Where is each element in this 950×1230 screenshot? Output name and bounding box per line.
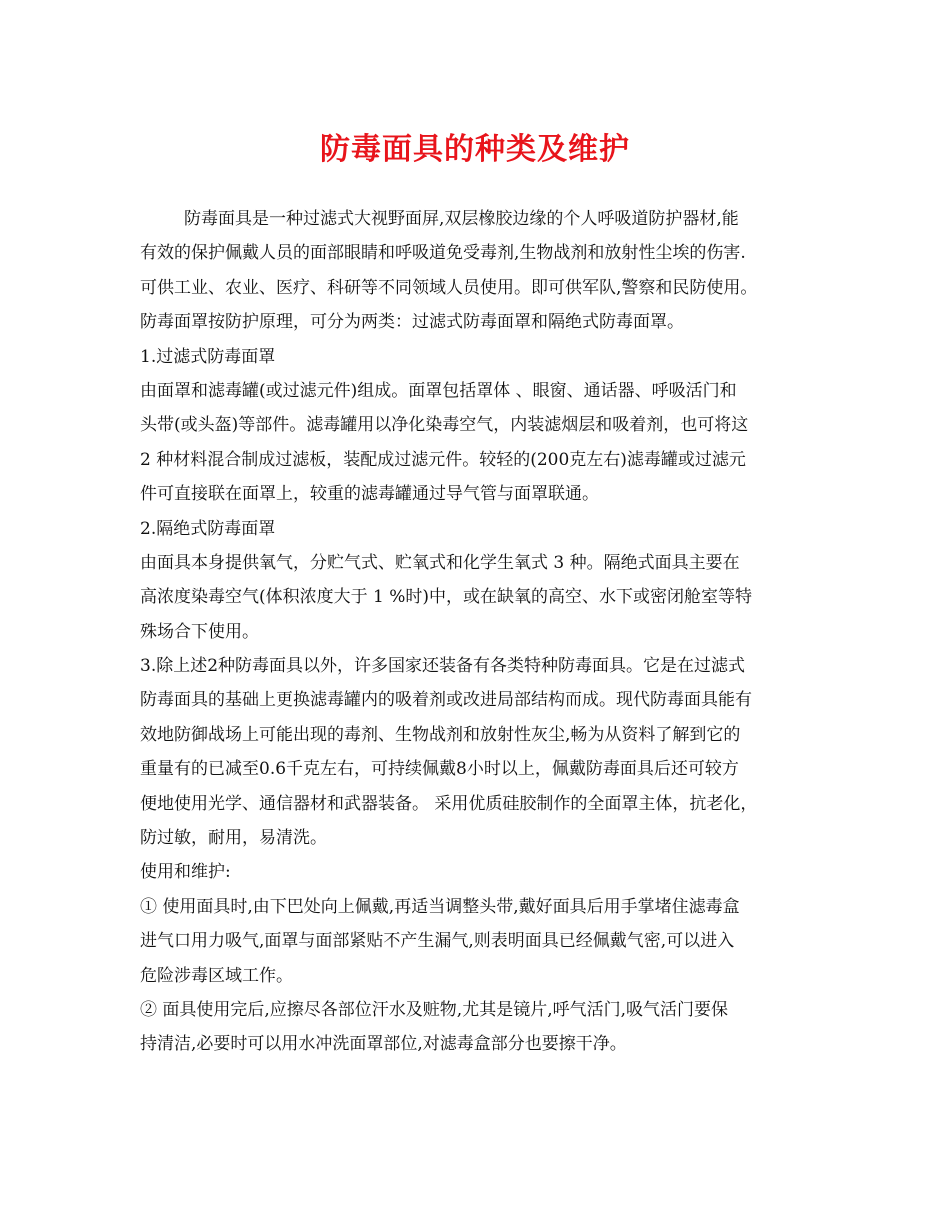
paragraph-line: 防毒面罩按防护原理，可分为两类：过滤式防毒面罩和隔绝式防毒面罩。 <box>140 312 684 333</box>
paragraph-line: 有效的保护佩戴人员的面部眼睛和呼吸道免受毒剂,生物战剂和放射性尘埃的伤害. <box>140 243 746 264</box>
paragraph-line: 件可直接联在面罩上，较重的滤毒罐通过导气管与面罩联通。 <box>140 484 599 505</box>
paragraph-line: 2 种材料混合制成过滤板，装配成过滤元件。较轻的(200克左右)滤毒罐或过滤元 <box>140 449 746 470</box>
paragraph-line: 便地使用光学、通信器材和武器装备。 采用优质硅胶制作的全面罩主体，抗老化， <box>140 793 758 814</box>
paragraph-line: 进气口用力吸气,面罩与面部紧贴不产生漏气,则表明面具已经佩戴气密,可以进入 <box>140 931 735 952</box>
paragraph-line: 防毒面具是一种过滤式大视野面屏,双层橡胶边缘的个人呼吸道防护器材,能 <box>184 209 739 229</box>
paragraph-line: 持清洁,必要时可以用水冲洗面罩部位,对滤毒盒部分也要擦干净。 <box>140 1034 627 1055</box>
paragraph-line: 由面罩和滤毒罐(或过滤元件)组成。面罩包括罩体 、眼窗、通话器、呼吸活门和 <box>140 380 737 401</box>
paragraph-line: ② 面具使用完后,应擦尽各部位汗水及赃物,尤其是镜片,呼气活门,吸气活门要保 <box>140 999 729 1020</box>
paragraph-line: 可供工业、农业、医疗、科研等不同领域人员使用。即可供军队,警察和民防使用。 <box>140 277 758 298</box>
document-title: 防毒面具的种类及维护 <box>320 132 630 167</box>
paragraph-line: 高浓度染毒空气(体积浓度大于 1 %时)中，或在缺氧的高空、水下或密闭舱室等特 <box>140 587 753 608</box>
section-heading-usage-maintenance: 使用和维护: <box>140 862 231 883</box>
document-body <box>140 202 820 1062</box>
paragraph-line: 防毒面具的基础上更换滤毒罐内的吸着剂或改进局部结构而成。现代防毒面具能有 <box>140 690 752 711</box>
section-heading-filter-mask: 1.过滤式防毒面罩 <box>140 346 276 367</box>
paragraph-line: 3.除上述2种防毒面具以外，许多国家还装备有各类特种防毒面具。它是在过滤式 <box>140 656 746 677</box>
paragraph-line: ① 使用面具时,由下巴处向上佩戴,再适当调整头带,戴好面具后用手掌堵住滤毒盒 <box>140 896 740 917</box>
paragraph-line: 由面具本身提供氧气，分贮气式、贮氧式和化学生氧式 3 种。隔绝式面具主要在 <box>140 552 740 573</box>
paragraph-line: 效地防御战场上可能出现的毒剂、生物战剂和放射性灰尘,畅为从资料了解到它的 <box>140 724 741 745</box>
paragraph-line: 防过敏，耐用，易清洗。 <box>140 828 327 849</box>
paragraph-line: 重量有的已减至0.6千克左右，可持续佩戴8小时以上，佩戴防毒面具后还可较方 <box>140 759 739 780</box>
paragraph-line: 殊场合下使用。 <box>140 621 259 642</box>
paragraph-line: 危险涉毒区域工作。 <box>140 965 293 986</box>
section-heading-isolation-mask: 2.隔绝式防毒面罩 <box>140 518 276 539</box>
paragraph-line: 头带(或头盔)等部件。滤毒罐用以净化染毒空气，内装滤烟层和吸着剂，也可将这 <box>140 415 749 436</box>
